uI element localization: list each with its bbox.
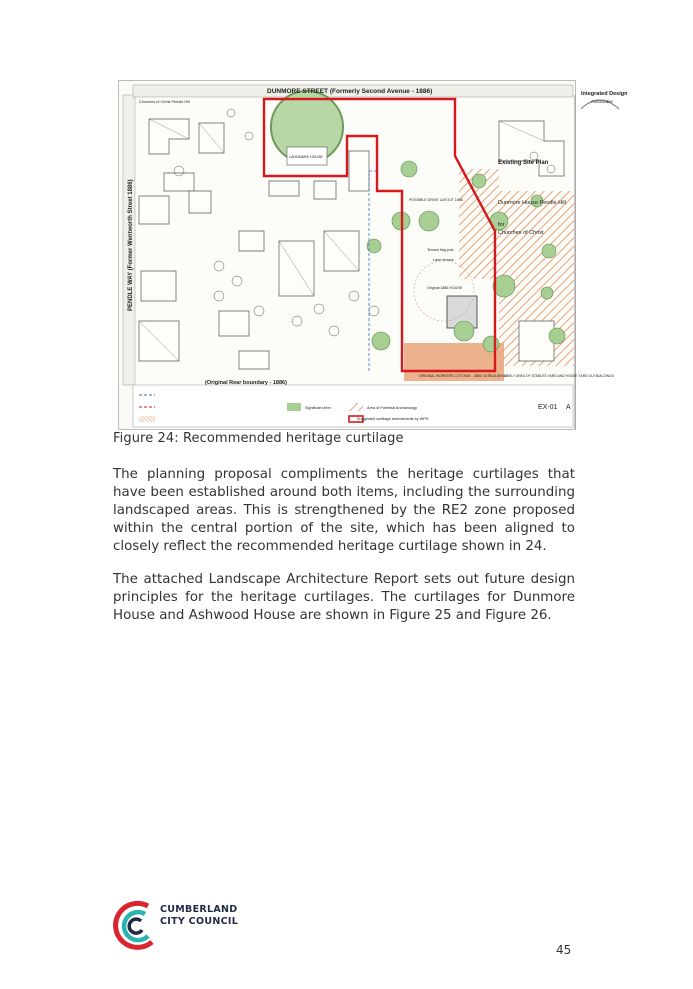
- logo-inner-arc: [129, 919, 142, 933]
- legend-significant-text: Significant item: [305, 406, 331, 410]
- rear-boundary-label: (Original Rear boundary - 1886): [205, 380, 287, 386]
- street-top-label: DUNMORE STREET (Formerly Second Avenue - 1886): [267, 88, 433, 95]
- revision: A: [566, 404, 571, 411]
- paragraph-2: The attached Landscape Architecture Report sets out future design principles for the heritage curtilages. The curtilages for Dunmore House and Ashwood House are shown in Figure 25 and Figure 26.: [113, 572, 575, 623]
- church-label: Churches of Christ Pendle Hill: [139, 100, 190, 104]
- legend-swatch-archaeology: [349, 403, 363, 411]
- street-left-label: PENDLE WAY (Former Wentworth Street 1886): [128, 179, 134, 311]
- client-for: for: [498, 222, 505, 228]
- site-plan-figure: [118, 80, 628, 430]
- terrace-label: Terrace flag pole: [427, 248, 454, 252]
- lawn-terrace-label: Lawn terrace: [433, 258, 454, 262]
- site-plan-drawing: [119, 81, 628, 429]
- client-name: Churches of Christ: [498, 230, 544, 236]
- cumberland-logo: [108, 898, 162, 952]
- original-house-label: Original 1886 HOUSE: [427, 286, 463, 290]
- council-line-2: CITY COUNCIL: [160, 916, 239, 927]
- legend-suggested-text: Suggested curtilage amendments by WPH: [357, 417, 429, 421]
- stables-label: LIKELY AREA OF STABLES YARD AND HOUSE YARD OUTBUILDINGS: [504, 374, 614, 378]
- firm-name: Integrated Design: [581, 91, 628, 97]
- council-name: [160, 904, 238, 928]
- workers-cottage-label: ORIGINAL WORKERS COTTAGE - 1886 OUTBUILDINGS: [419, 374, 508, 378]
- legend-swatch-significant: [287, 403, 301, 411]
- drawing-title: Existing Site Plan: [498, 160, 549, 166]
- firm-sub: Associates: [591, 99, 613, 104]
- landmark-house-label: LANDMARK HOUSE: [289, 155, 323, 159]
- page-number: 45: [556, 943, 572, 957]
- project-name: Dunmore House Pendle Hill: [498, 200, 566, 206]
- legend-archaeology-text: Area of Potential Archaeology: [367, 406, 418, 410]
- drawing-number: EX-01: [538, 404, 558, 411]
- legend-swatch-hatch: [139, 416, 155, 422]
- council-line-1: CUMBERLAND: [160, 904, 238, 915]
- figure-caption: Figure 24: Recommended heritage curtilage: [113, 431, 404, 446]
- paragraph-1: The planning proposal compliments the heritage curtilages that have been established around both items, including the surrounding landscaped areas. This is strengthened by the RE2 zone proposed within the central portion of the site, which has been aligned to closely reflect the recommended heritage curtilage shown in 24.: [113, 467, 575, 554]
- possible-drive-label: POSSIBLE DRIVE LAYOUT 1886: [409, 198, 463, 202]
